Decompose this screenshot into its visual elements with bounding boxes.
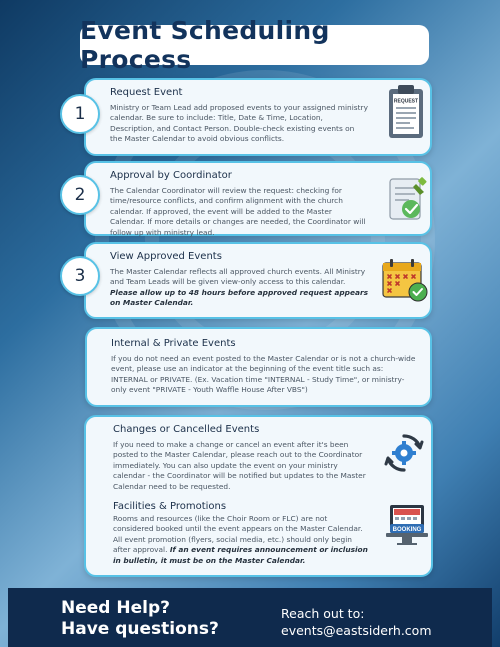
section-body: If you do not need an event posted to the Master Calendar or is not a church-wide event, please use an indicator at the beginning of the event title such as: INTERNAL or PRIVATE. (Ex. Vacation time "INTERNAL - Study Time", or ministry-only event "PRIVATE - Youth Waffle House After VBS") <box>111 354 416 395</box>
section-body-text: Rooms and resources (like the Choir Room or FLC) are not considered booked until the event appears on the Master Calendar. All event promotion (flyers, social media, etc.) should only begin after approval. <box>113 514 363 555</box>
contact-label: Reach out to: <box>281 606 365 621</box>
booking-laptop-icon <box>384 503 430 547</box>
section-note: If an event requires announcement or inclusion in bulletin, it must be on the Master Calendar. <box>113 545 368 565</box>
internal-private-card <box>85 327 432 407</box>
step-body: Ministry or Team Lead add proposed events to your assigned ministry calendar. Be sure to include: Title, Date & Time, Location, Description, and Contact Person. Double-check existing events on the Master Calendar to avoid obvious conflicts. <box>110 103 368 144</box>
booking-icon-label: BOOKING <box>392 526 422 533</box>
step-body-text: The Master Calendar reflects all approved church events. All Ministry and Team Leads will be given view-only access to this calendar. <box>110 267 366 287</box>
contact-email[interactable]: events@eastsiderh.com <box>281 623 432 638</box>
step-body: The Calendar Coordinator will review the request: checking for time/resource conflicts, and confirm alignment with the church calendar. If approved, the event will be added to the Master Calendar. If more details or changes are needed, the Coordinator will follow up with ministry lead. <box>110 186 366 237</box>
help-line-2: Have questions? <box>61 619 219 639</box>
help-line-1: Need Help? <box>61 598 170 618</box>
step-heading: View Approved Events <box>110 251 222 262</box>
step-number-badge: 1 <box>60 94 100 134</box>
step-note: Please allow up to 48 hours before approved request appears on Master Calendar. <box>110 287 368 308</box>
title-banner <box>80 16 429 74</box>
help-footer <box>8 588 492 647</box>
help-heading <box>61 598 219 640</box>
clipboard-icon-label: REQUEST <box>393 98 419 105</box>
section-heading: Changes or Cancelled Events <box>113 424 260 435</box>
calendar-check-icon <box>381 257 429 303</box>
section-heading: Internal & Private Events <box>111 338 236 349</box>
step-heading: Approval by Coordinator <box>110 170 232 181</box>
sync-gear-icon <box>383 432 425 474</box>
clipboard-icon <box>387 84 425 140</box>
step-number-badge: 2 <box>60 175 100 215</box>
section-body <box>113 514 369 566</box>
contact-block <box>281 605 432 639</box>
approval-document-icon <box>386 176 430 224</box>
page-title: Event Scheduling Process <box>80 16 330 74</box>
changes-facilities-card <box>84 415 433 577</box>
step-heading: Request Event <box>110 87 183 98</box>
step-body <box>110 267 368 309</box>
step-card-request <box>84 78 432 156</box>
step-number-badge: 3 <box>60 256 100 296</box>
step-card-view-approved <box>84 242 432 319</box>
background-ring-inner <box>145 120 385 360</box>
section-heading: Facilities & Promotions <box>113 501 227 513</box>
step-card-approval <box>84 161 432 236</box>
section-body: If you need to make a change or cancel an event after it's been posted to the Master Calendar, please reach out to the Coordinator immediately. You can also update the event on your ministry calendar - the Coordinator will be notified but updates to the Master Calendar need to be requested. <box>113 440 366 491</box>
